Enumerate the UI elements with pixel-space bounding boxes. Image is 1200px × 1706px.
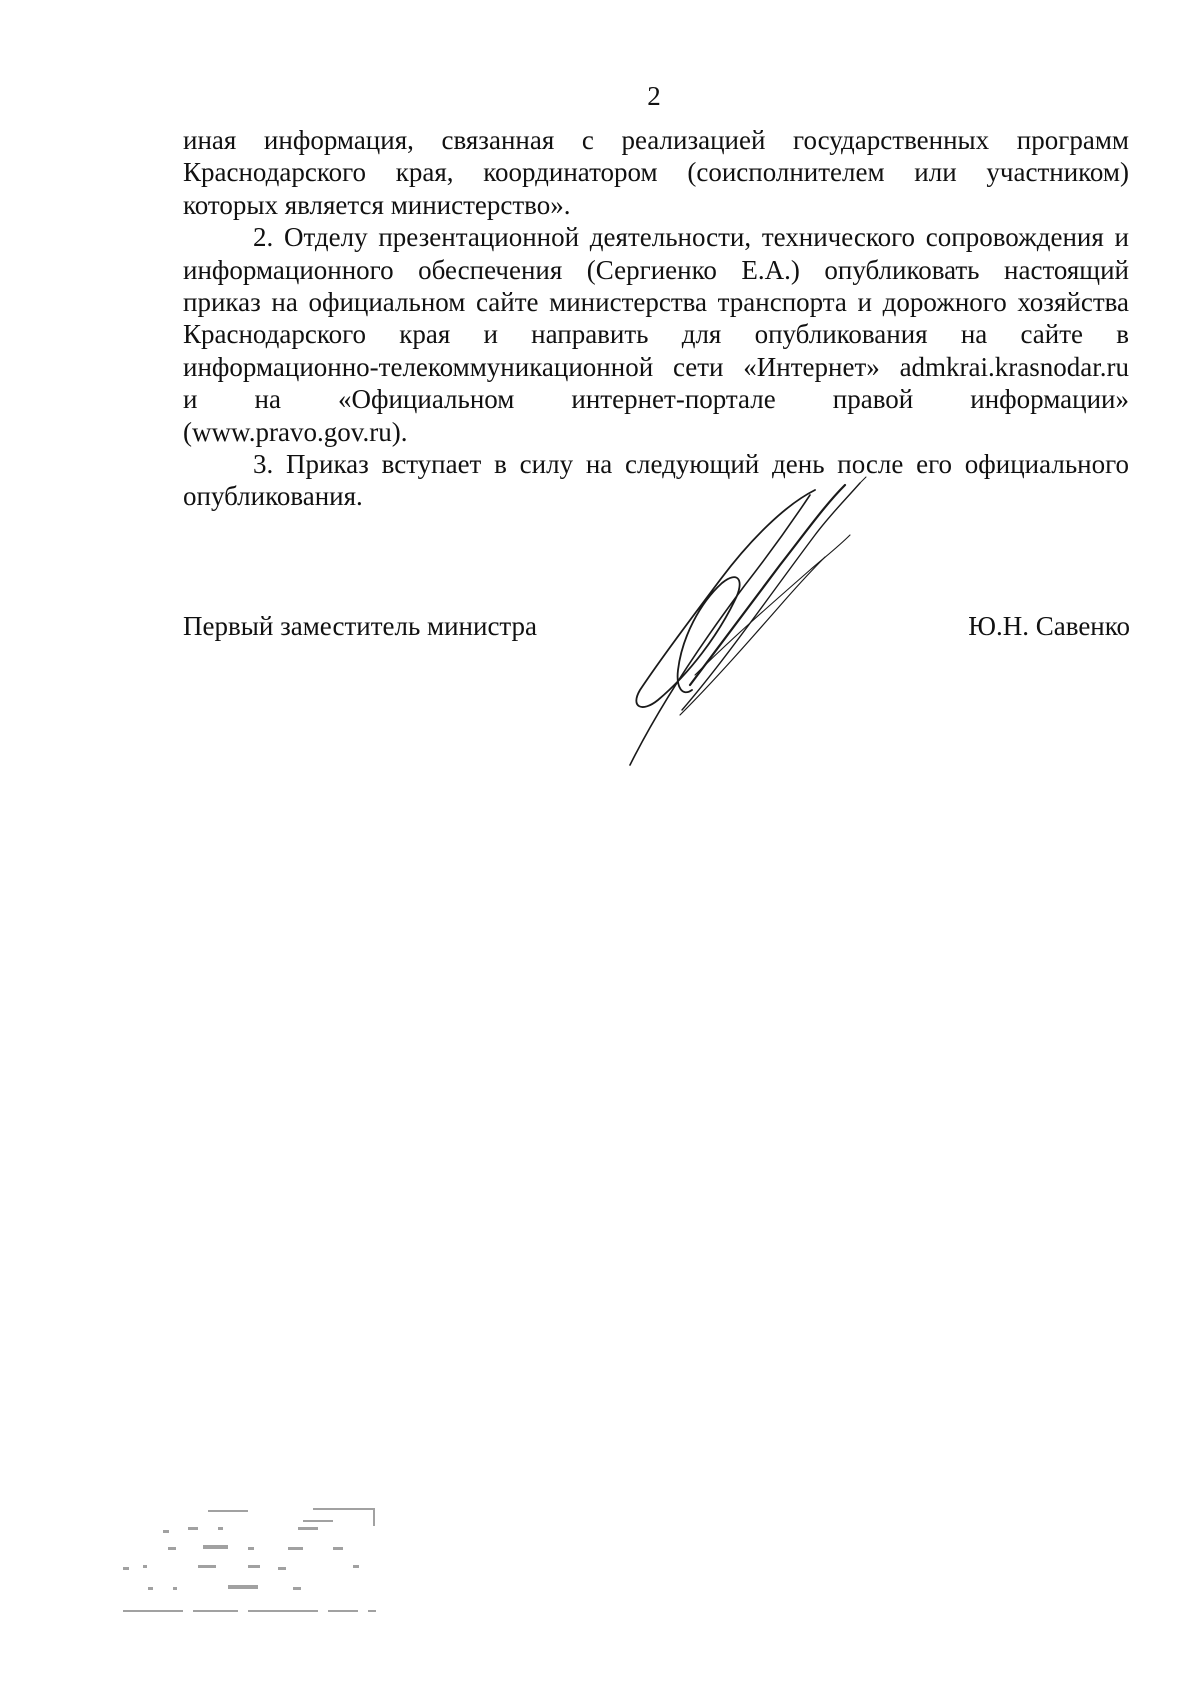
text-line: информационно-телекоммуникационной сети «Интернет» admkrai.krasnodar.ru xyxy=(183,351,1129,382)
text-line: опубликования. xyxy=(183,481,363,512)
text-line: информационного обеспечения (Сергиенко Е.А.) опубликовать настоящий xyxy=(183,254,1129,285)
text-line: которых является министерство». xyxy=(183,189,571,220)
text-line: 2. Отделу презентационной деятельности, технического сопровождения и xyxy=(253,222,1129,253)
text-line: 3. Приказ вступает в силу на следующий день после его официального xyxy=(253,449,1129,480)
faded-stamp xyxy=(118,1505,418,1630)
signer-name: Ю.Н. Савенко xyxy=(968,611,1130,641)
text-line: Краснодарского края, координатором (соисполнителем или участником) xyxy=(183,157,1129,188)
page-number: 2 xyxy=(647,81,661,111)
handwritten-signature xyxy=(620,475,890,775)
paragraph-item-2 xyxy=(183,221,1129,448)
signer-position: Первый заместитель министра xyxy=(183,611,538,641)
paragraph-continuation xyxy=(183,124,1129,221)
document-body xyxy=(183,124,1129,513)
text-line: (www.pravo.gov.ru). xyxy=(183,416,408,447)
text-line: приказ на официальном сайте министерства транспорта и дорожного хозяйства xyxy=(183,287,1129,318)
text-line: и на «Официальном интернет-портале правой информации» xyxy=(183,384,1129,415)
text-line: Краснодарского края и направить для опубликования на сайте в xyxy=(183,319,1129,350)
text-line: иная информация, связанная с реализацией государственных программ xyxy=(183,125,1129,155)
